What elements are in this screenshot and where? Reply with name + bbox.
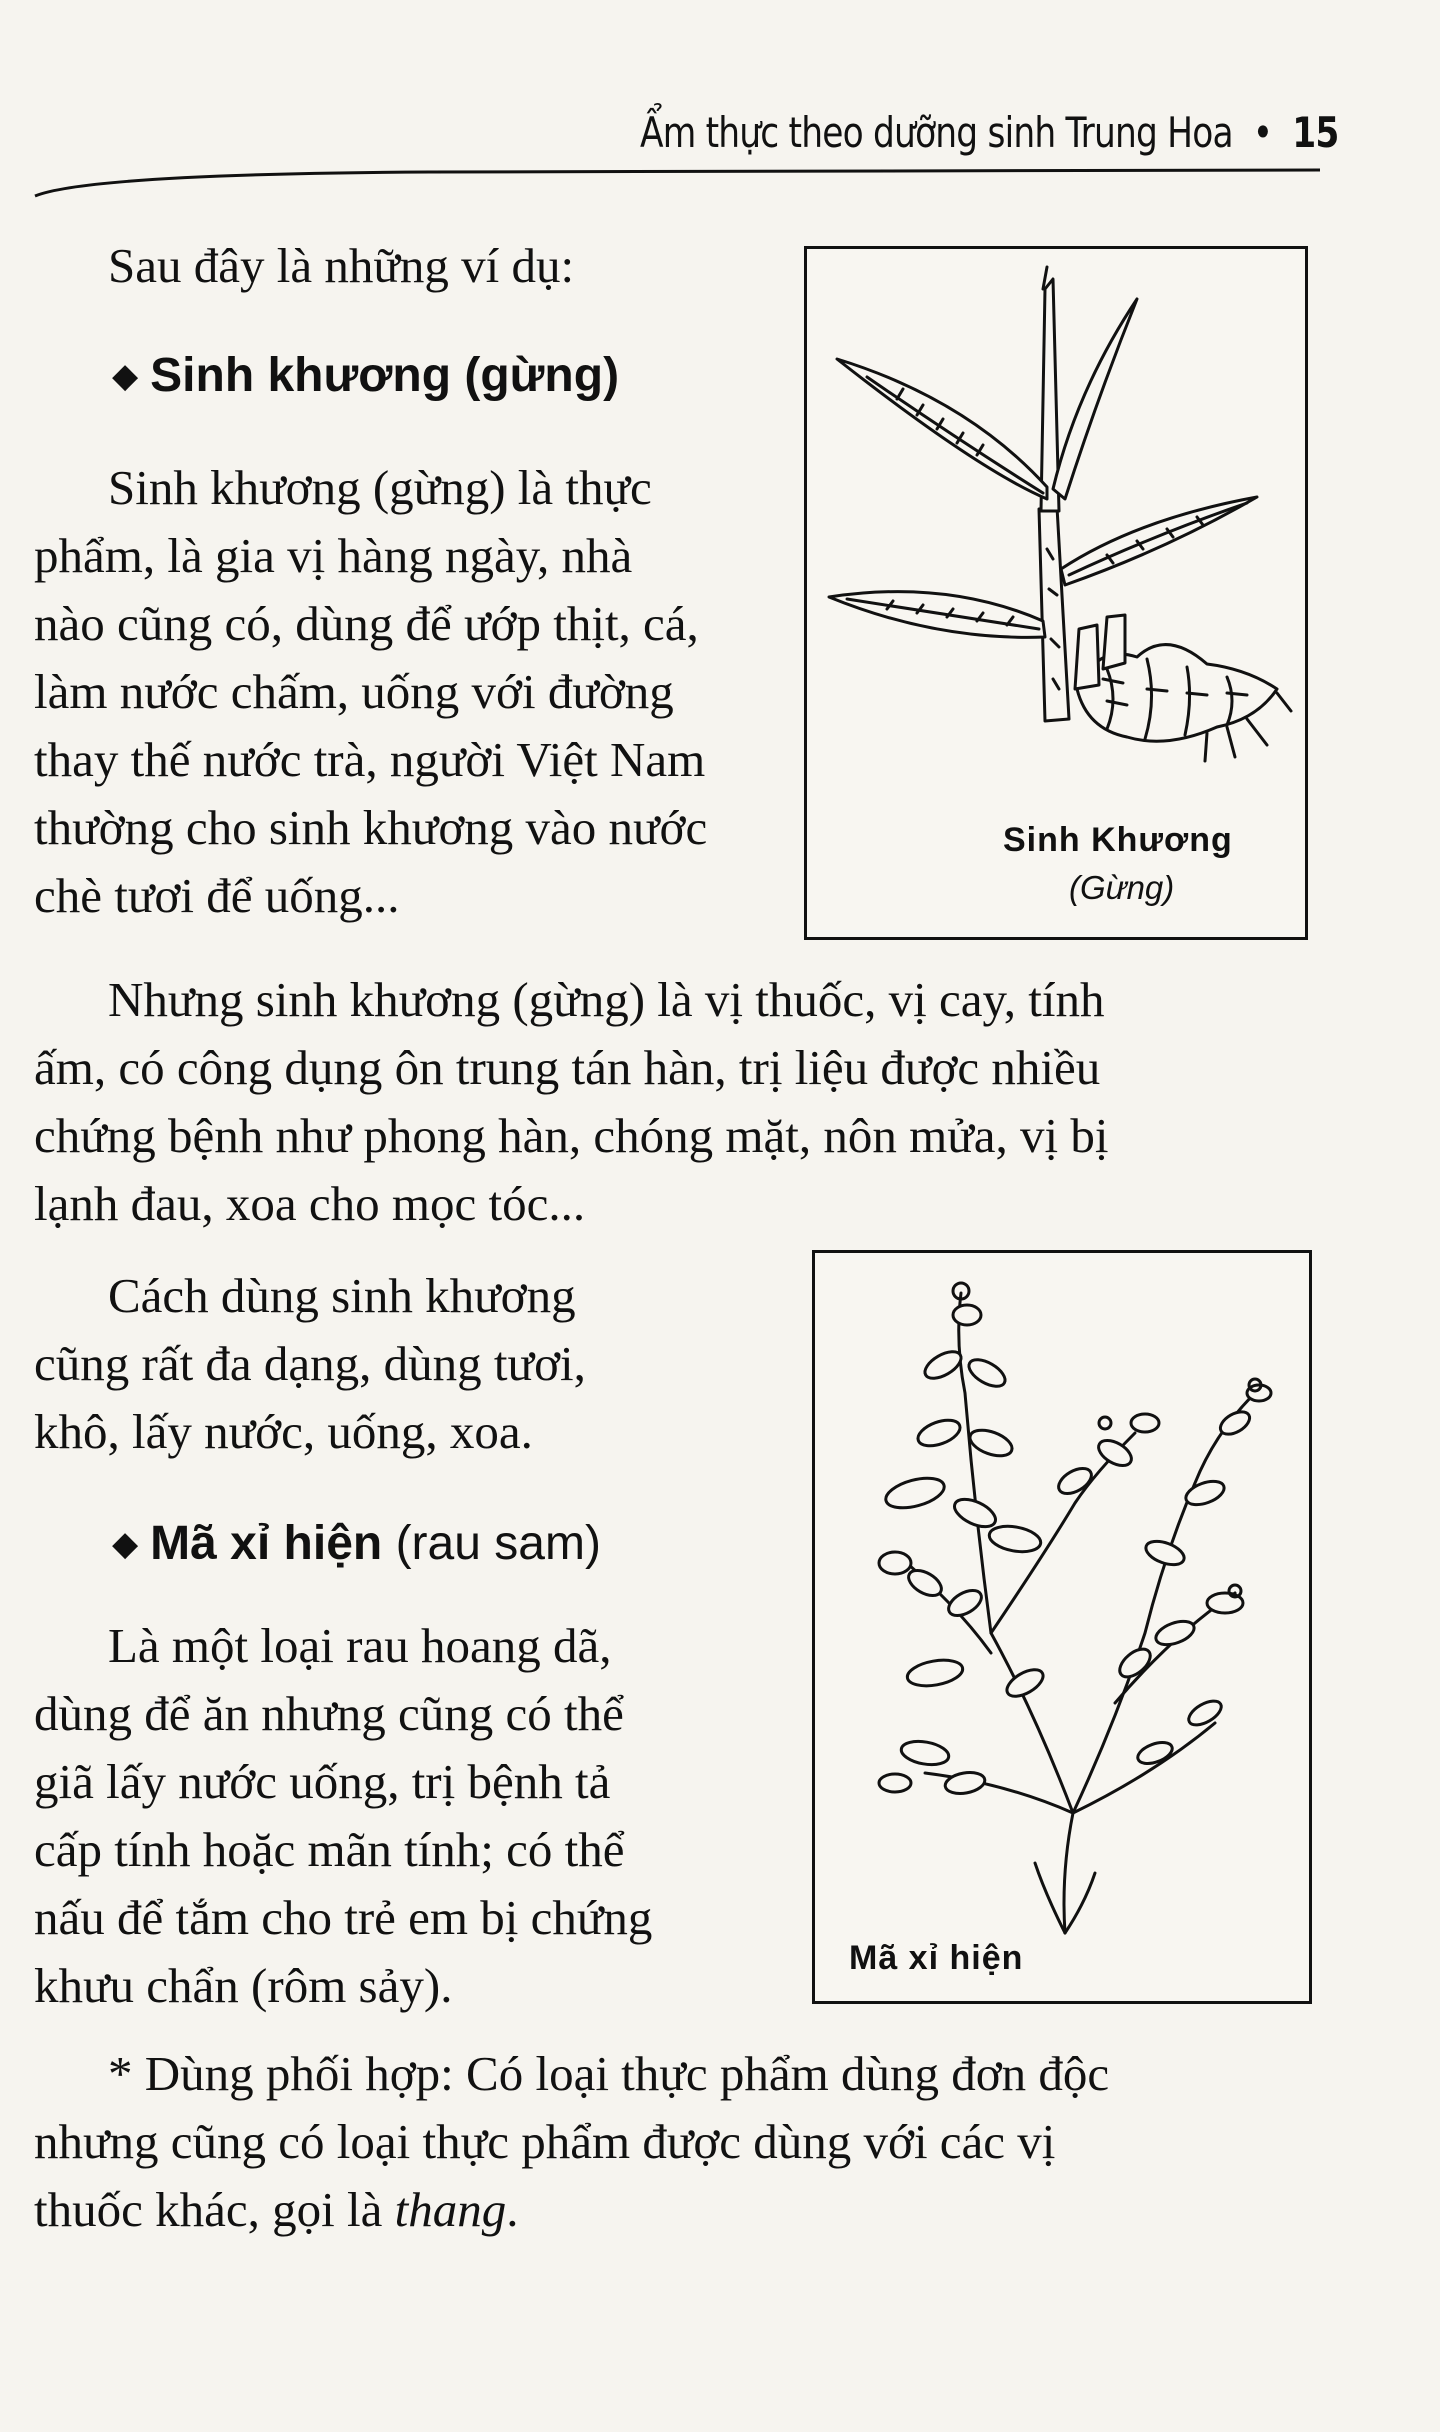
purslane-illustration-figure xyxy=(812,1250,1312,2004)
footnote-text: thuốc khác, gọi là xyxy=(34,2182,383,2237)
text-line: cấp tính hoặc mãn tính; có thể xyxy=(34,1822,625,1877)
text-line: giã lấy nước uống, trị bệnh tả xyxy=(34,1754,611,1809)
text-line: làm nước chấm, uống với đường xyxy=(34,664,674,719)
footnote-period: . xyxy=(506,2182,519,2237)
text-line: Sinh khương (gừng) là thực xyxy=(108,460,652,515)
ginger-plant-drawing xyxy=(807,249,1305,809)
diamond-bullet-icon: ◆ xyxy=(112,357,139,395)
footnote-line: * Dùng phối hợp: Có loại thực phẩm dùng đơn độc xyxy=(108,2046,1110,2101)
purslane-plant-drawing xyxy=(815,1253,1309,1943)
ginger-figure-subcaption: (Gừng) xyxy=(1069,869,1175,906)
section-heading-ginger xyxy=(112,348,619,403)
page-number: 15 xyxy=(1292,108,1339,157)
section-heading-purslane xyxy=(112,1516,601,1571)
header-rule xyxy=(30,168,1320,198)
running-header xyxy=(640,108,1339,168)
text-line: lạnh đau, xoa cho mọc tóc... xyxy=(34,1176,586,1231)
text-line: phẩm, là gia vị hàng ngày, nhà xyxy=(34,528,633,583)
text-line: nấu để tắm cho trẻ em bị chứng xyxy=(34,1890,653,1945)
text-line: dùng để ăn nhưng cũng có thể xyxy=(34,1686,624,1741)
heading-purslane-normal: (rau sam) xyxy=(395,1517,601,1570)
footnote-line: nhưng cũng có loại thực phẩm được dùng với các vị xyxy=(34,2114,1056,2169)
text-line: khô, lấy nước, uống, xoa. xyxy=(34,1404,533,1459)
text-line: thường cho sinh khương vào nước xyxy=(34,800,708,855)
text-line: nào cũng có, dùng để ướp thịt, cá, xyxy=(34,596,699,651)
ginger-figure-caption: Sinh Khương xyxy=(1003,821,1233,859)
heading-ginger-text: Sinh khương (gừng) xyxy=(150,349,620,402)
text-line: Nhưng sinh khương (gừng) là vị thuốc, vị cay, tính xyxy=(108,972,1105,1027)
footnote-italic-term: thang xyxy=(394,2182,507,2237)
text-line: chè tươi để uống... xyxy=(34,868,400,923)
text-line: khưu chẩn (rôm sảy). xyxy=(34,1958,453,2013)
header-bullet: • xyxy=(1252,108,1273,157)
text-line: chứng bệnh như phong hàn, chóng mặt, nôn mửa, vị bị xyxy=(34,1108,1109,1163)
heading-purslane-bold: Mã xỉ hiện xyxy=(150,1517,383,1570)
ginger-illustration-figure xyxy=(804,246,1308,940)
purslane-figure-caption: Mã xỉ hiện xyxy=(849,1939,1024,1977)
footnote-line-last xyxy=(34,2176,518,2244)
text-line: Là một loại rau hoang dã, xyxy=(108,1618,612,1673)
header-title: Ẩm thực theo dưỡng sinh Trung Hoa xyxy=(640,108,1233,157)
text-line: cũng rất đa dạng, dùng tươi, xyxy=(34,1336,586,1391)
intro-text: Sau đây là những ví dụ: xyxy=(108,238,575,293)
text-line: thay thế nước trà, người Việt Nam xyxy=(34,732,706,787)
diamond-bullet-icon: ◆ xyxy=(112,1525,139,1563)
text-line: ấm, có công dụng ôn trung tán hàn, trị liệu được nhiều xyxy=(34,1040,1101,1095)
text-line: Cách dùng sinh khương xyxy=(108,1268,576,1323)
